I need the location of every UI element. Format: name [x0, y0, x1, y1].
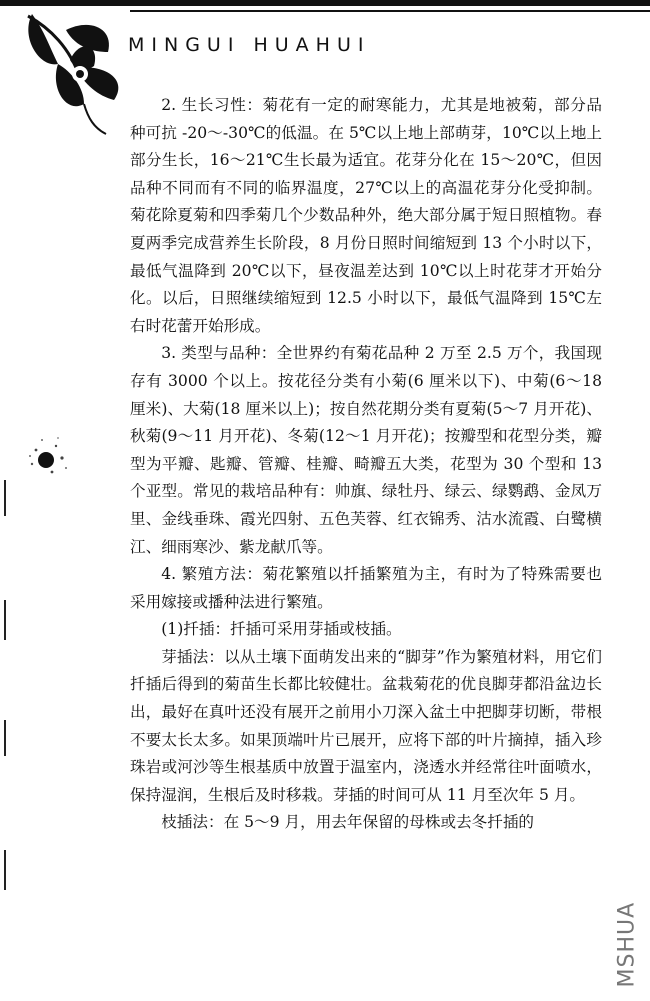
left-margin-marks [0, 480, 10, 960]
header-title: MINGUI HUAHUI [128, 34, 371, 56]
page-body [130, 92, 602, 837]
paragraph-cutting: (1)扦插：扦插可采用芽插或枝插。 [161, 620, 402, 639]
paragraph-branch-cutting: 枝插法：在 5～9 月，用去年保留的母株或去冬扦插的 [161, 813, 535, 832]
header-thin-rule [130, 10, 650, 12]
paragraph-bud-cutting: 芽插法：以从土壤下面萌发出来的“脚芽”作为繁殖材料，用它们扦插后得到的菊苗生长都比较健壮。盆栽菊花的优良脚芽都沿盆边长出，最好在真叶还没有展开之前用小刀深入盆土中把脚芽切断，带根不要太长太多。如果顶端叶片已展开，应将下部的叶片摘掉，插入珍珠岩或河沙等生根基质中放置于温室内，浇透水并经常往叶面喷水，保持湿润，生根后及时移栽。芽插的时间可从 11 月至次年 5 月。 [130, 647, 602, 804]
header-top-rule [0, 0, 650, 6]
orchid-flower-icon [10, 8, 140, 138]
watermark-text: MSHUA [614, 901, 640, 988]
paragraph-propagation: 4. 繁殖方法：菊花繁殖以扦插繁殖为主，有时为了特殊需要也采用嫁接或播种法进行繁殖。 [130, 565, 602, 611]
paragraph-types-varieties: 3. 类型与品种：全世界约有菊花品种 2 万至 2.5 万个，我国现存有 3000 个以上。按花径分类有小菊(6 厘米以下)、中菊(6～18 厘米)、大菊(18 厘米以上)；按自然花期分类有夏菊(5～7 月开花)、秋菊(9～11 月开花)、冬菊(12～1 月开花)；按瓣型和花型分类，瓣型为平瓣、匙瓣、管瓣、桂瓣、畸瓣五大类，花型为 30 个型和 13 个亚型。常见的栽培品种有：帅旗、绿牡丹、绿云、绿鹦鹉、金凤万里、金线垂珠、霞光四射、五色芙蓉、红衣锦秀、沽水流霞、白鹭横江、细雨寒沙、紫龙献爪等。 [130, 344, 602, 556]
ink-blot-mark [22, 428, 78, 484]
watermark [608, 880, 648, 990]
paragraph-growth-habits: 2. 生长习性：菊花有一定的耐寒能力，尤其是地被菊，部分品种可抗 -20～-30℃的低温。在 5℃以上地上部萌芽，10℃以上地上部分生长，16～21℃生长最为适宜。花芽分化在 15～20℃，但因品种不同而有不同的临界温度，27℃以上的高温花芽分化受抑制。菊花除夏菊和四季菊几个少数品种外，绝大部分属于短日照植物。春夏两季完成营养生长阶段，8 月份日照时间缩短到 13 个小时以下，最低气温降到 20℃以下，昼夜温差达到 10℃以上时花芽才开始分化。以后，日照继续缩短到 12.5 小时以下，最低气温降到 15℃左右时花蕾开始形成。 [130, 96, 602, 335]
